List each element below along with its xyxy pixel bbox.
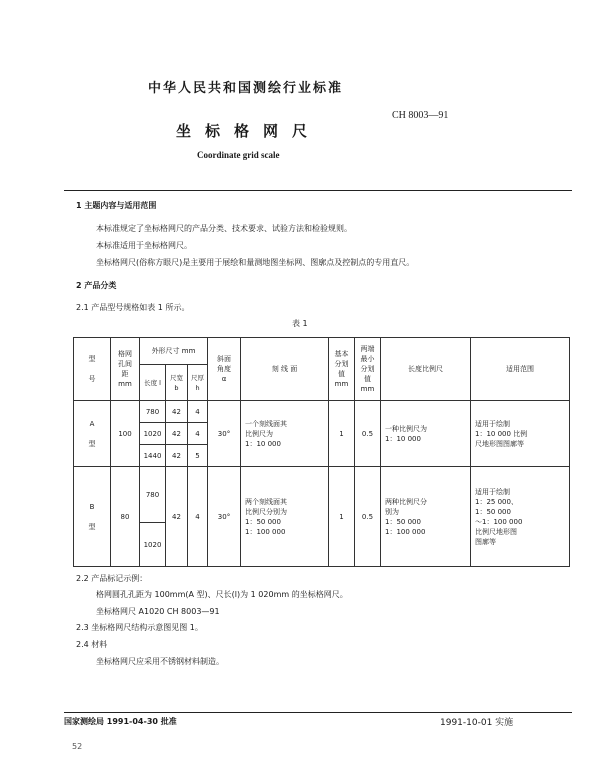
page-number: 52 xyxy=(72,742,83,751)
section-2-2-heading: 2.2 产品标记示例： xyxy=(76,574,148,583)
effective-date: 1991-10-01 实施 xyxy=(440,718,514,728)
row-b-spacing: 80 xyxy=(111,467,140,567)
row-a-ratio: 一种比例尺为 1：10 000 xyxy=(381,401,471,467)
section-2-4-paragraph: 坐标格网尺应采用不锈钢材料制造。 xyxy=(96,657,224,666)
spec-table xyxy=(73,337,570,567)
section-1-heading: 1 主题内容与适用范围 xyxy=(76,201,157,210)
section-2-4-heading: 2.4 材料 xyxy=(76,640,108,649)
row-b-application: 适用于绘制 1：25 000、 1：50 000 ～1：100 000 比例尺地形图 图廓等 xyxy=(471,467,570,567)
row-a-min-division: 1 xyxy=(329,401,355,467)
row-a-thickness: 5 xyxy=(188,445,208,467)
header-length: 长度 l xyxy=(140,365,166,401)
row-b-ratio: 两种比例尺分 别为 1：50 000 1：100 000 xyxy=(381,467,471,567)
section-2-2-paragraph-2: 坐标格网尺 A1020 CH 8003—91 xyxy=(96,607,220,616)
row-b-type: B 型 xyxy=(74,467,111,567)
row-b-angle: 30° xyxy=(208,467,241,567)
row-a-spacing: 100 xyxy=(111,401,140,467)
section-1-paragraph-1: 本标准规定了坐标格网尺的产品分类、技术要求、试验方法和检验规则。 xyxy=(96,224,352,233)
table-caption: 表 1 xyxy=(292,319,308,328)
header-width: 尺宽 b xyxy=(166,365,188,401)
row-a-width: 42 xyxy=(166,401,188,423)
header-application: 适用范围 xyxy=(471,338,570,401)
row-a-application: 适用于绘制 1：10 000 比例 尺地形图图廓等 xyxy=(471,401,570,467)
row-a-length: 1440 xyxy=(140,445,166,467)
section-2-heading: 2 产品分类 xyxy=(76,281,117,290)
row-a-length: 1020 xyxy=(140,423,166,445)
section-2-3-text: 2.3 坐标格网尺结构示意图见图 1。 xyxy=(76,623,203,632)
row-b-thickness: 4 xyxy=(188,467,208,567)
footer-rule xyxy=(64,712,572,713)
header-type: 型 号 xyxy=(74,338,111,401)
row-a-edge: 一个刻线面其 比例尺为 1：10 000 xyxy=(241,401,329,467)
row-b-edge: 两个刻线面其 比例尺分别为 1：50 000 1：100 000 xyxy=(241,467,329,567)
header-dimensions: 外形尺寸 mm xyxy=(140,338,208,365)
row-a-angle: 30° xyxy=(208,401,241,467)
row-a-type: A 型 xyxy=(74,401,111,467)
standard-org-title: 中华人民共和国测绘行业标准 xyxy=(148,81,344,96)
row-a-width: 42 xyxy=(166,445,188,467)
row-b-end-division: 0.5 xyxy=(355,467,381,567)
header-rule xyxy=(64,190,572,191)
document-title: 坐标格网尺 xyxy=(176,122,322,140)
section-1-paragraph-3: 坐标格网尺(俗称方眼尺)是主要用于展绘和量测地图坐标网、图廓点及控制点的专用直尺。 xyxy=(96,258,415,267)
header-hole-spacing: 格网 孔间 距 mm xyxy=(111,338,140,401)
section-2-2-paragraph-1: 格网圆孔孔距为 100mm(A 型)、尺长(l)为 1 020mm 的坐标格网尺。 xyxy=(96,590,348,599)
header-min-division: 基本 分划 值 mm xyxy=(329,338,355,401)
row-b-length: 1020 xyxy=(140,523,166,567)
header-edge-face: 刻 线 面 xyxy=(241,338,329,401)
english-title: Coordinate grid scale xyxy=(197,150,280,160)
section-2-1-text: 2.1 产品型号规格如表 1 所示。 xyxy=(76,303,190,312)
approval-date: 国家测绘局 1991-04-30 批准 xyxy=(64,717,177,726)
row-b-min-division: 1 xyxy=(329,467,355,567)
row-a-thickness: 4 xyxy=(188,401,208,423)
row-a-length: 780 xyxy=(140,401,166,423)
row-a-end-division: 0.5 xyxy=(355,401,381,467)
header-end-division: 两端 最小 分划 值 mm xyxy=(355,338,381,401)
header-scale-ratio: 长度比例尺 xyxy=(381,338,471,401)
header-thickness: 尺厚 h xyxy=(188,365,208,401)
row-a-thickness: 4 xyxy=(188,423,208,445)
header-bevel-angle: 斜面 角度 α xyxy=(208,338,241,401)
row-b-width: 42 xyxy=(166,467,188,567)
section-1-paragraph-2: 本标准适用于坐标格网尺。 xyxy=(96,241,192,250)
row-b-length: 780 xyxy=(140,467,166,523)
standard-code: CH 8003—91 xyxy=(392,110,449,121)
row-a-width: 42 xyxy=(166,423,188,445)
